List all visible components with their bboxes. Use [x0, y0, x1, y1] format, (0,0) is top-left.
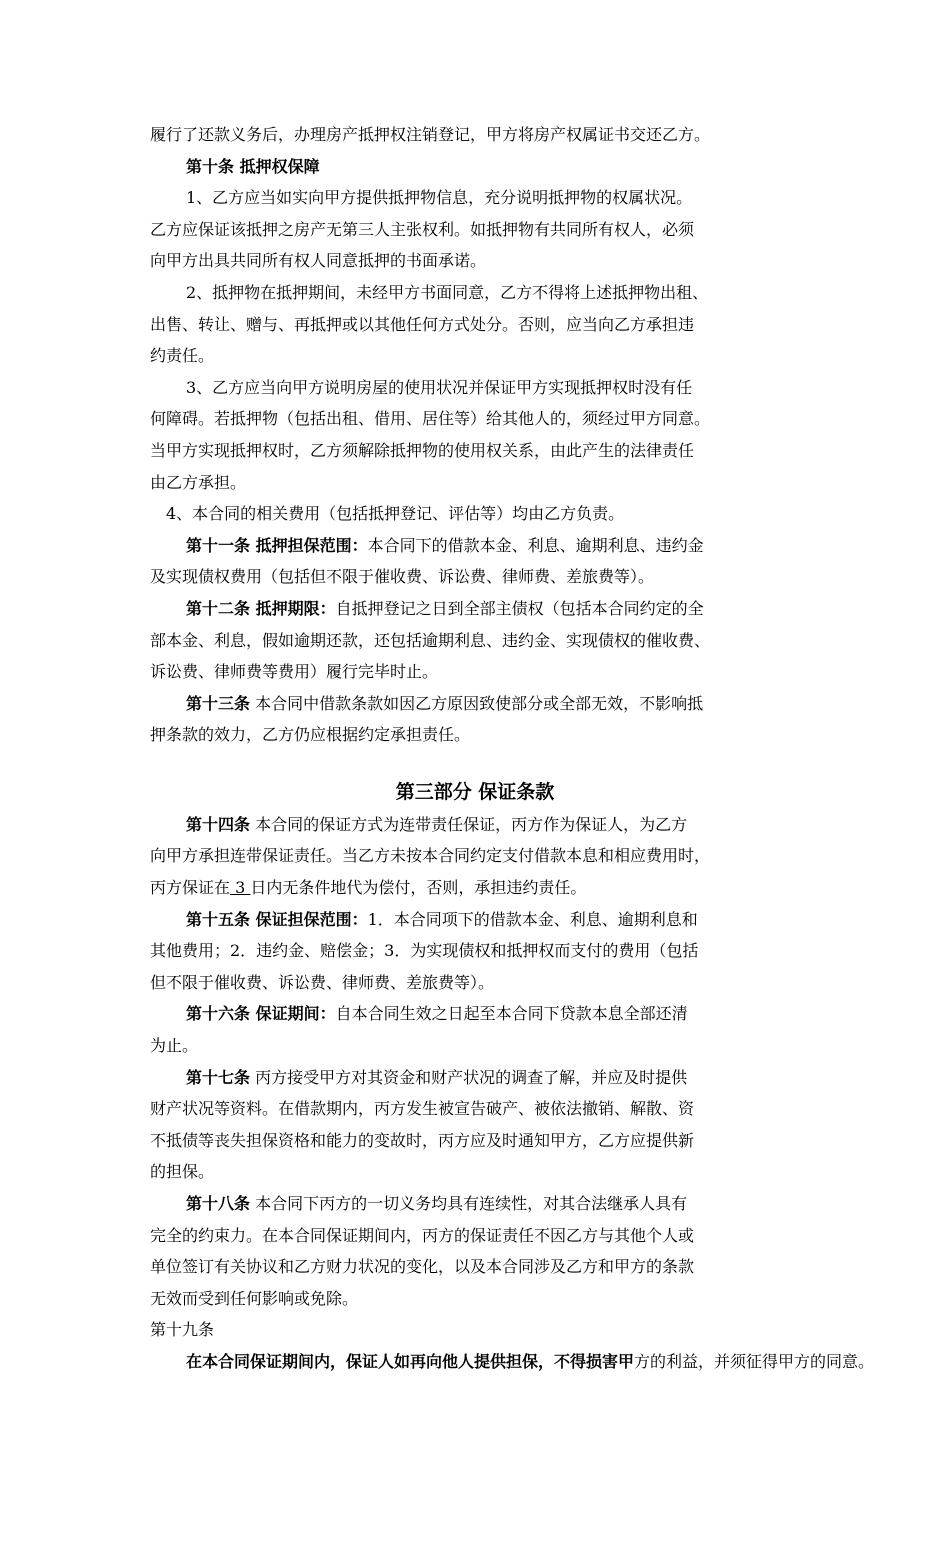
text-line: 乙方应保证该抵押之房产无第三人主张权利。如抵押物有共同所有权人，必须: [150, 219, 695, 239]
text-line: 财产状况等资料。在借款期内，丙方发生被宣告破产、被依法撤销、解散、资: [150, 1099, 695, 1119]
text-line: 无效而受到任何影响或免除。: [150, 1288, 359, 1308]
text-line: 何障碍。若抵押物（包括出租、借用、居住等）给其他人的，须经过甲方同意。: [150, 409, 711, 429]
article-16-text: 自本合同生效之日起至本合同下贷款本息全部还清: [335, 1004, 688, 1024]
article-11-title: 第十一条 抵押担保范围：: [186, 535, 368, 555]
article-12-text: 自抵押登记之日到全部主债权（包括本合同约定的全: [335, 598, 704, 618]
article-14: [150, 809, 800, 841]
article-16-title: 第十六条 保证期间：: [186, 1004, 336, 1024]
article-18-text: 本合同下丙方的一切义务均具有连续性，对其合法继承人具有: [250, 1194, 688, 1213]
section-heading: 第三部分 保证条款: [395, 780, 555, 803]
text-line: 向甲方承担连带保证责任。当乙方未按本合同约定支付借款本息和相应费用时，: [150, 846, 711, 866]
article-12: [150, 593, 800, 625]
article-13: [150, 688, 800, 720]
article-16: [150, 998, 800, 1030]
text-line: 诉讼费、律师费等费用）履行完毕时止。: [150, 662, 439, 682]
article-17-title: 第十七条: [186, 1067, 251, 1087]
text-line: 完全的约束力。在本合同保证期间内，丙方的保证责任不因乙方与其他个人或: [150, 1225, 695, 1245]
text-line: 向甲方出具共同所有权人同意抵押的书面承诺。: [150, 251, 487, 271]
text-line: 1、乙方应当如实向甲方提供抵押物信息，充分说明抵押物的权属状况。: [186, 188, 693, 208]
text-line: 4、本合同的相关费用（包括抵押登记、评估等）均由乙方负责。: [166, 504, 625, 524]
days-blank: 3: [230, 878, 251, 898]
article-18: [150, 1188, 800, 1220]
article-19-title: 在本合同保证期间内，保证人如再向他人提供担保，不得损害甲: [186, 1351, 635, 1371]
article-12-title: 第十二条 抵押期限：: [186, 598, 336, 618]
text-line: 部本金、利息，假如逾期还款，还包括逾期利息、违约金、实现债权的催收费、: [150, 630, 711, 650]
text-line: 出售、转让、赠与、再抵押或以其他任何方式处分。否则，应当向乙方承担违: [150, 314, 695, 334]
article-14-title: 第十四条: [186, 814, 251, 834]
text-line: 不抵债等丧失担保资格和能力的变故时，丙方应及时通知甲方，乙方应提供新: [150, 1130, 695, 1150]
text-line: 第十九条: [150, 1320, 215, 1340]
article-17-text: 丙方接受甲方对其资金和财产状况的调查了解，并应及时提供: [250, 1067, 688, 1087]
article-18-title: 第十八条: [186, 1194, 251, 1213]
text-line: 其他费用；2．违约金、赔偿金；3．为实现债权和抵押权而支付的费用（包括: [150, 941, 699, 961]
article-15-text: 1．本合同项下的借款本金、利息、逾期利息和: [367, 909, 698, 929]
text-line: 为止。: [150, 1036, 199, 1056]
text-line: 2、抵押物在抵押期间，未经甲方书面同意，乙方不得将上述抵押物出租、: [186, 282, 709, 302]
text-fragment: 日内无条件地代为偿付，否则，承担违约责任。: [250, 878, 587, 898]
text-fragment: 丙方保证在: [150, 878, 231, 898]
article-15-title: 第十五条 保证担保范围：: [186, 909, 368, 929]
text-line: 及实现债权费用（包括但不限于催收费、诉讼费、律师费、差旅费等）。: [150, 567, 655, 587]
text-line: 由乙方承担。: [150, 472, 247, 492]
article-11: [150, 530, 800, 562]
article-17: [150, 1062, 800, 1094]
article-14-text: 本合同的保证方式为连带责任保证，丙方作为保证人，为乙方: [250, 814, 688, 834]
article-19: [150, 1346, 875, 1378]
article-19-text: 方的利益，并须征得甲方的同意。: [634, 1351, 875, 1371]
text-line: 但不限于催收费、诉讼费、律师费、差旅费等）。: [150, 972, 495, 992]
text-line: 当甲方实现抵押权时，乙方须解除抵押物的使用权关系，由此产生的法律责任: [150, 440, 695, 460]
text-line: 3、乙方应当向甲方说明房屋的使用状况并保证甲方实现抵押权时没有任: [186, 377, 693, 397]
text-line: 单位签订有关协议和乙方财力状况的变化，以及本合同涉及乙方和甲方的条款: [150, 1257, 695, 1277]
article-13-title: 第十三条: [186, 693, 251, 713]
text-line: 约责任。: [150, 346, 215, 366]
article-13-text: 本合同中借款条款如因乙方原因致使部分或全部无效，不影响抵: [250, 693, 704, 713]
article-11-text: 本合同下的借款本金、利息、逾期利息、违约金: [367, 535, 704, 555]
text-line: 的担保。: [150, 1162, 215, 1182]
article-10-title: 第十条 抵押权保障: [186, 156, 320, 176]
contract-page: [150, 119, 875, 1378]
text-line: 履行了还款义务后，办理房产抵押权注销登记，甲方将房产权属证书交还乙方。: [150, 125, 711, 144]
text-line: [150, 872, 800, 904]
text-line: 押条款的效力，乙方仍应根据约定承担责任。: [150, 725, 471, 745]
article-15: [150, 904, 800, 936]
